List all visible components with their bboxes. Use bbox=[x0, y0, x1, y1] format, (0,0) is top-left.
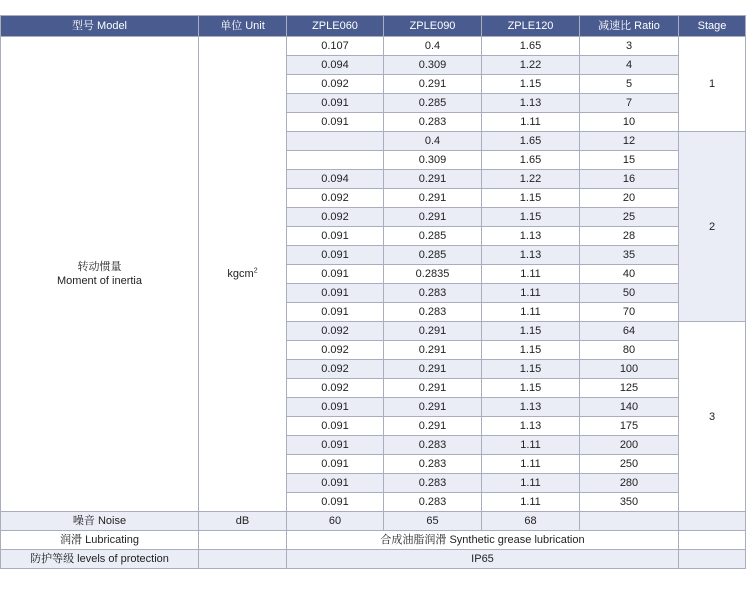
inertia-label-cn: 转动惯量 bbox=[77, 261, 122, 273]
inertia-value-cell: 1.13 bbox=[482, 246, 580, 265]
inertia-value-cell: 1.15 bbox=[482, 341, 580, 360]
inertia-value-cell: 1.11 bbox=[482, 265, 580, 284]
stage-cell: 3 bbox=[679, 322, 746, 512]
inertia-value-cell: 0.091 bbox=[287, 265, 384, 284]
inertia-value-cell: 0.092 bbox=[287, 341, 384, 360]
inertia-value-cell: 0.291 bbox=[384, 322, 482, 341]
lubricating-label: 润滑 Lubricating bbox=[1, 531, 199, 550]
ratio-cell: 125 bbox=[580, 379, 679, 398]
inertia-label bbox=[1, 37, 199, 512]
ratio-cell: 40 bbox=[580, 265, 679, 284]
header-row bbox=[1, 16, 746, 37]
inertia-value-cell: 1.15 bbox=[482, 75, 580, 94]
ratio-cell: 200 bbox=[580, 436, 679, 455]
inertia-value-cell: 0.4 bbox=[384, 37, 482, 56]
inertia-value-cell: 0.285 bbox=[384, 94, 482, 113]
inertia-value-cell: 1.11 bbox=[482, 113, 580, 132]
inertia-value-cell: 0.291 bbox=[384, 208, 482, 227]
lubricating-stage-empty bbox=[679, 531, 746, 550]
inertia-value-cell: 0.091 bbox=[287, 94, 384, 113]
noise-zple060: 60 bbox=[287, 512, 384, 531]
ratio-cell: 7 bbox=[580, 94, 679, 113]
inertia-value-cell bbox=[287, 132, 384, 151]
ratio-cell: 50 bbox=[580, 284, 679, 303]
ratio-cell: 175 bbox=[580, 417, 679, 436]
inertia-value-cell: 0.091 bbox=[287, 417, 384, 436]
inertia-value-cell: 0.091 bbox=[287, 493, 384, 512]
stage-cell: 2 bbox=[679, 132, 746, 322]
inertia-value-cell: 1.22 bbox=[482, 170, 580, 189]
protection-value: IP65 bbox=[287, 550, 679, 569]
inertia-value-cell: 0.291 bbox=[384, 417, 482, 436]
inertia-body bbox=[1, 37, 746, 512]
ratio-cell: 250 bbox=[580, 455, 679, 474]
inertia-value-cell: 0.291 bbox=[384, 75, 482, 94]
inertia-value-cell: 1.11 bbox=[482, 436, 580, 455]
inertia-value-cell: 1.15 bbox=[482, 208, 580, 227]
header-stage: Stage bbox=[679, 16, 746, 37]
inertia-value-cell: 1.13 bbox=[482, 398, 580, 417]
inertia-value-cell: 1.65 bbox=[482, 37, 580, 56]
noise-zple090: 65 bbox=[384, 512, 482, 531]
inertia-value-cell: 1.22 bbox=[482, 56, 580, 75]
ratio-cell: 15 bbox=[580, 151, 679, 170]
inertia-value-cell: 0.092 bbox=[287, 322, 384, 341]
inertia-value-cell: 1.13 bbox=[482, 94, 580, 113]
inertia-value-cell: 0.091 bbox=[287, 474, 384, 493]
noise-zple120: 68 bbox=[482, 512, 580, 531]
inertia-label-en: Moment of inertia bbox=[57, 275, 142, 287]
inertia-value-cell: 0.291 bbox=[384, 170, 482, 189]
inertia-value-cell: 0.283 bbox=[384, 113, 482, 132]
inertia-value-cell: 0.091 bbox=[287, 227, 384, 246]
inertia-value-cell: 1.15 bbox=[482, 322, 580, 341]
ratio-cell: 20 bbox=[580, 189, 679, 208]
lubricating-value: 合成油脂润滑 Synthetic grease lubrication bbox=[287, 531, 679, 550]
table-row bbox=[1, 37, 746, 56]
inertia-value-cell: 1.11 bbox=[482, 303, 580, 322]
inertia-value-cell: 0.4 bbox=[384, 132, 482, 151]
inertia-value-cell: 0.291 bbox=[384, 379, 482, 398]
inertia-value-cell: 0.091 bbox=[287, 303, 384, 322]
protection-stage-empty bbox=[679, 550, 746, 569]
inertia-value-cell: 0.091 bbox=[287, 398, 384, 417]
inertia-value-cell: 0.283 bbox=[384, 455, 482, 474]
inertia-value-cell: 1.13 bbox=[482, 227, 580, 246]
noise-unit: dB bbox=[199, 512, 287, 531]
protection-row bbox=[1, 550, 746, 569]
inertia-value-cell: 1.65 bbox=[482, 132, 580, 151]
inertia-value-cell: 1.11 bbox=[482, 474, 580, 493]
header-unit: 单位 Unit bbox=[199, 16, 287, 37]
header-model: 型号 Model bbox=[1, 16, 199, 37]
inertia-value-cell: 1.13 bbox=[482, 417, 580, 436]
inertia-value-cell: 0.092 bbox=[287, 75, 384, 94]
inertia-unit bbox=[199, 37, 287, 512]
ratio-cell: 80 bbox=[580, 341, 679, 360]
inertia-value-cell: 1.11 bbox=[482, 455, 580, 474]
lubricating-row bbox=[1, 531, 746, 550]
noise-row bbox=[1, 512, 746, 531]
inertia-value-cell: 0.309 bbox=[384, 151, 482, 170]
inertia-value-cell: 0.283 bbox=[384, 436, 482, 455]
inertia-value-cell: 0.092 bbox=[287, 189, 384, 208]
inertia-value-cell: 1.65 bbox=[482, 151, 580, 170]
ratio-cell: 64 bbox=[580, 322, 679, 341]
lubricating-unit-empty bbox=[199, 531, 287, 550]
ratio-cell: 350 bbox=[580, 493, 679, 512]
ratio-cell: 140 bbox=[580, 398, 679, 417]
footer-body bbox=[1, 512, 746, 569]
inertia-value-cell: 0.092 bbox=[287, 208, 384, 227]
inertia-value-cell: 0.091 bbox=[287, 455, 384, 474]
inertia-value-cell: 0.291 bbox=[384, 398, 482, 417]
inertia-value-cell: 0.283 bbox=[384, 474, 482, 493]
inertia-value-cell: 0.092 bbox=[287, 379, 384, 398]
inertia-value-cell: 0.285 bbox=[384, 227, 482, 246]
inertia-value-cell: 0.091 bbox=[287, 113, 384, 132]
ratio-cell: 70 bbox=[580, 303, 679, 322]
inertia-value-cell: 0.291 bbox=[384, 360, 482, 379]
noise-stage-empty bbox=[679, 512, 746, 531]
inertia-value-cell: 0.285 bbox=[384, 246, 482, 265]
inertia-value-cell: 1.15 bbox=[482, 189, 580, 208]
ratio-cell: 12 bbox=[580, 132, 679, 151]
ratio-cell: 4 bbox=[580, 56, 679, 75]
inertia-value-cell: 0.283 bbox=[384, 493, 482, 512]
header-zple090: ZPLE090 bbox=[384, 16, 482, 37]
inertia-value-cell: 0.091 bbox=[287, 284, 384, 303]
inertia-unit-base: kgcm bbox=[227, 268, 254, 280]
header-ratio: 减速比 Ratio bbox=[580, 16, 679, 37]
inertia-value-cell: 1.15 bbox=[482, 379, 580, 398]
protection-unit-empty bbox=[199, 550, 287, 569]
inertia-value-cell: 0.291 bbox=[384, 341, 482, 360]
ratio-cell: 28 bbox=[580, 227, 679, 246]
ratio-cell: 3 bbox=[580, 37, 679, 56]
header-zple060: ZPLE060 bbox=[287, 16, 384, 37]
inertia-value-cell: 1.15 bbox=[482, 360, 580, 379]
inertia-value-cell: 1.11 bbox=[482, 284, 580, 303]
ratio-cell: 25 bbox=[580, 208, 679, 227]
inertia-value-cell: 0.283 bbox=[384, 284, 482, 303]
ratio-cell: 5 bbox=[580, 75, 679, 94]
inertia-value-cell: 0.091 bbox=[287, 436, 384, 455]
inertia-value-cell: 0.283 bbox=[384, 303, 482, 322]
header-zple120: ZPLE120 bbox=[482, 16, 580, 37]
inertia-value-cell: 0.107 bbox=[287, 37, 384, 56]
noise-label: 噪音 Noise bbox=[1, 512, 199, 531]
stage-cell: 1 bbox=[679, 37, 746, 132]
inertia-value-cell: 0.094 bbox=[287, 56, 384, 75]
inertia-value-cell bbox=[287, 151, 384, 170]
spec-table-container bbox=[0, 15, 745, 569]
noise-ratio-empty bbox=[580, 512, 679, 531]
inertia-value-cell: 0.309 bbox=[384, 56, 482, 75]
spec-table bbox=[0, 15, 746, 569]
inertia-value-cell: 1.11 bbox=[482, 493, 580, 512]
inertia-value-cell: 0.092 bbox=[287, 360, 384, 379]
inertia-value-cell: 0.091 bbox=[287, 246, 384, 265]
inertia-unit-superscript: 2 bbox=[253, 267, 258, 275]
ratio-cell: 10 bbox=[580, 113, 679, 132]
inertia-value-cell: 0.2835 bbox=[384, 265, 482, 284]
inertia-value-cell: 0.094 bbox=[287, 170, 384, 189]
inertia-value-cell: 0.291 bbox=[384, 189, 482, 208]
ratio-cell: 35 bbox=[580, 246, 679, 265]
ratio-cell: 280 bbox=[580, 474, 679, 493]
protection-label: 防护等级 levels of protection bbox=[1, 550, 199, 569]
ratio-cell: 100 bbox=[580, 360, 679, 379]
ratio-cell: 16 bbox=[580, 170, 679, 189]
